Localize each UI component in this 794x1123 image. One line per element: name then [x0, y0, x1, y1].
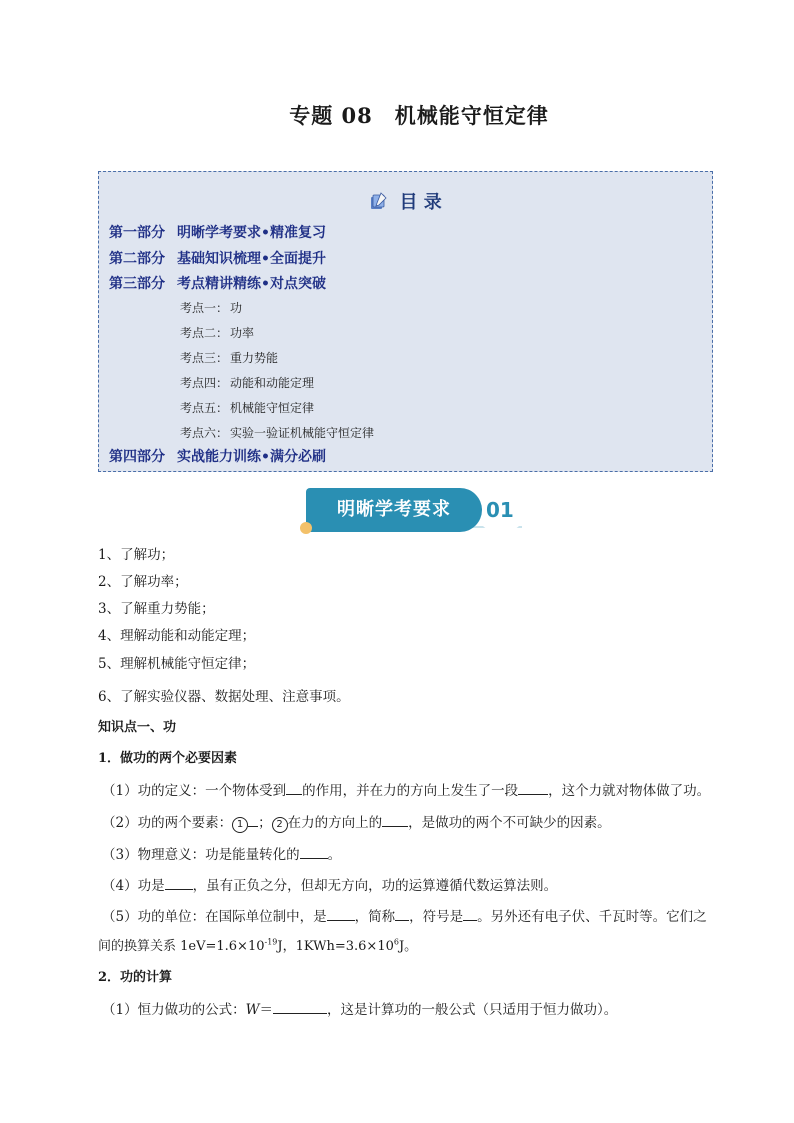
requirement-item: 2、了解功率； — [98, 574, 188, 590]
text-segment: 。另外还有电子伏、千瓦时等。它们之 — [477, 909, 707, 925]
toc-sub-text: 动能和动能定理 — [230, 376, 315, 390]
toc-sub-3[interactable] — [180, 349, 278, 366]
toc-part-label: 第三部分 — [109, 276, 165, 292]
text-segment: （2）功的两个要素： — [102, 815, 233, 831]
exponent: -19 — [264, 937, 278, 947]
fill-blank[interactable] — [300, 845, 328, 859]
banner-title: 明晰学考要求 — [306, 488, 482, 532]
toc-part-3[interactable] — [109, 273, 326, 293]
formula-variable: W — [245, 1002, 260, 1018]
toc-sub-5[interactable] — [180, 399, 314, 416]
section-banner — [300, 488, 530, 532]
text-segment: J，1KWh=3.6×10 — [277, 939, 394, 954]
page-title: 专题 08 机械能守恒定律 — [289, 103, 549, 128]
toc-part-label: 第二部分 — [109, 251, 165, 267]
text-segment: （1）恒力做功的公式： — [102, 1002, 246, 1018]
toc-sub-label: 考点二： — [180, 326, 229, 340]
text-segment: （3）物理意义：功是能量转化的 — [102, 847, 300, 863]
paragraph-definition — [102, 779, 710, 799]
toc-sub-4[interactable] — [180, 374, 314, 391]
fill-blank[interactable] — [286, 781, 302, 795]
text-segment: ，虽有正负之分，但却无方向，功的运算遵循代数运算法则。 — [192, 878, 558, 894]
toc-sub-label: 考点四： — [180, 376, 229, 390]
toc-sub-text: 机械能守恒定律 — [230, 401, 315, 415]
book-pen-icon — [369, 191, 389, 216]
toc-part-1[interactable] — [109, 222, 326, 242]
requirement-item: 5、理解机械能守恒定律； — [98, 656, 256, 672]
toc-sub-text: 功率 — [230, 326, 255, 340]
toc-sub-label: 考点六： — [180, 426, 229, 440]
requirement-item: 3、了解重力势能； — [98, 601, 215, 617]
text-segment: （1）功的定义：一个物体受到 — [102, 783, 287, 799]
toc-part-4[interactable] — [109, 446, 326, 466]
text-segment: ，符号是 — [409, 909, 464, 925]
toc-part-label: 第四部分 — [109, 449, 165, 465]
fill-blank[interactable] — [395, 907, 409, 921]
text-segment: ，这个力就对物体做了功。 — [548, 783, 711, 799]
banner-dot — [300, 522, 312, 534]
toc-sub-label: 考点三： — [180, 351, 229, 365]
requirement-item: 4、理解动能和动能定理； — [98, 628, 256, 644]
text-segment: ＝ — [259, 1002, 273, 1018]
text-segment: ； — [258, 815, 272, 831]
toc-part-text: 基础知识梳理•全面提升 — [177, 251, 326, 267]
toc-sub-2[interactable] — [180, 324, 254, 341]
toc-part-text: 明晰学考要求•精准复习 — [177, 225, 326, 241]
toc-part-2[interactable] — [109, 248, 326, 268]
paragraph-formula — [102, 998, 617, 1018]
text-segment: ，这是计算功的一般公式（只适用于恒力做功）。 — [326, 1002, 618, 1018]
fill-blank[interactable] — [248, 813, 258, 827]
text-segment: 在力的方向上的 — [287, 815, 383, 831]
toc-heading — [99, 188, 712, 216]
requirement-item: 1、了解功； — [98, 547, 175, 563]
fill-blank[interactable] — [273, 1000, 327, 1014]
text-segment: （4）功是 — [102, 878, 165, 894]
fill-blank[interactable] — [165, 876, 193, 890]
text-segment: ，简称 — [354, 909, 396, 925]
exponent: 6 — [393, 937, 399, 947]
toc-heading-text: 目 录 — [399, 192, 442, 213]
fill-blank[interactable] — [463, 907, 477, 921]
toc-sub-text: 重力势能 — [230, 351, 279, 365]
requirement-item: 6、了解实验仪器、数据处理、注意事项。 — [98, 689, 350, 705]
paragraph-scalar — [102, 874, 557, 894]
toc-part-text: 考点精讲精练•对点突破 — [177, 276, 326, 292]
fill-blank[interactable] — [327, 907, 355, 921]
toc-sub-6[interactable] — [180, 424, 374, 441]
table-of-contents — [98, 171, 713, 472]
fill-blank[interactable] — [518, 781, 548, 795]
text-segment: 间的换算关系 1eV=1.6×10 — [98, 939, 265, 954]
text-segment: ，是做功的两个不可缺少的因素。 — [408, 815, 611, 831]
paragraph-unit-continued — [98, 935, 417, 954]
toc-sub-text: 功 — [230, 301, 243, 315]
text-segment: （5）功的单位：在国际单位制中，是 — [102, 909, 327, 925]
fill-blank[interactable] — [382, 813, 408, 827]
circled-number-1: 1 — [232, 817, 248, 833]
knowledge-heading: 知识点一、功 — [98, 720, 177, 735]
text-segment: 。 — [327, 847, 342, 863]
paragraph-meaning — [102, 843, 341, 863]
banner-number: 01 — [486, 498, 514, 522]
circled-number-2: 2 — [272, 817, 288, 833]
toc-part-text: 实战能力训练•满分必刷 — [177, 449, 326, 465]
subsection-heading: 2．功的计算 — [98, 970, 173, 985]
toc-sub-label: 考点五： — [180, 401, 229, 415]
subsection-heading: 1．做功的两个必要因素 — [98, 751, 238, 766]
text-segment: 的作用，并在力的方向上发生了一段 — [302, 783, 519, 799]
text-segment: J。 — [398, 939, 418, 954]
paragraph-unit — [102, 905, 707, 925]
toc-sub-text: 实验一验证机械能守恒定律 — [230, 426, 375, 440]
toc-part-label: 第一部分 — [109, 225, 165, 241]
toc-sub-label: 考点一： — [180, 301, 229, 315]
paragraph-elements — [102, 811, 611, 833]
toc-sub-1[interactable] — [180, 299, 242, 316]
